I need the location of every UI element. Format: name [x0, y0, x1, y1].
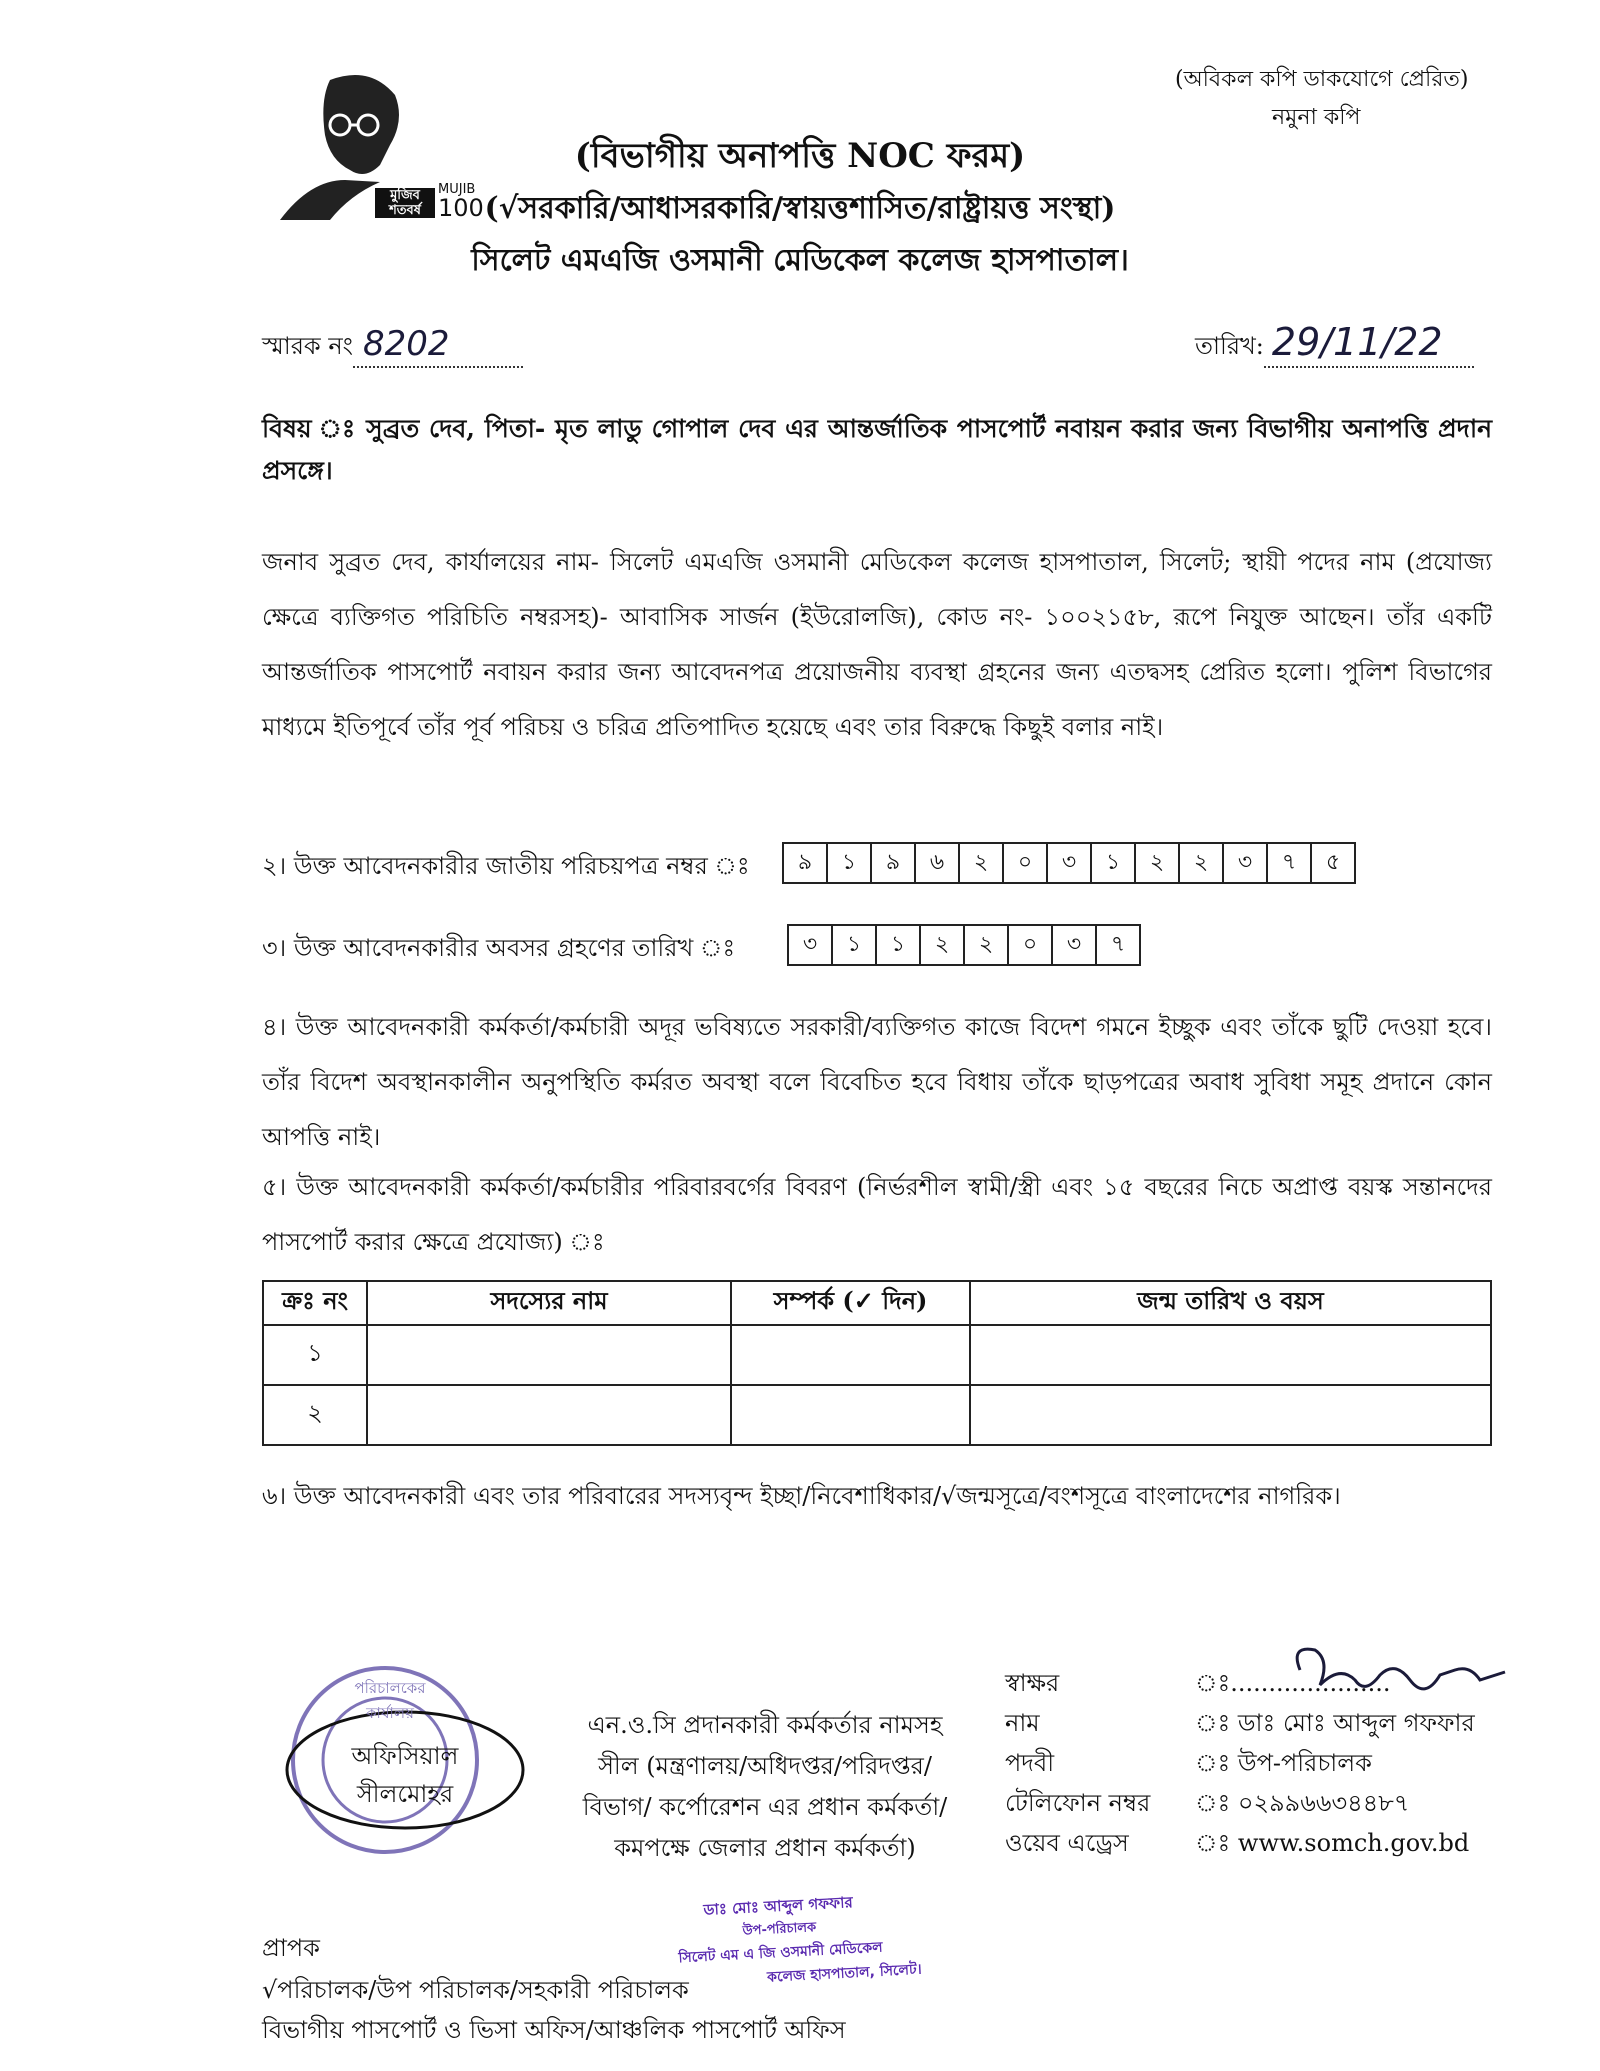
- table-cell: [970, 1325, 1491, 1385]
- digit-box: ৩: [1053, 926, 1097, 964]
- digit-box: ৫: [1325, 849, 1341, 875]
- table-cell: [367, 1325, 731, 1385]
- web-label: ওয়েব এড্রেস: [1005, 1829, 1129, 1857]
- official-seal: [270, 1655, 530, 1865]
- signature-label: স্বাক্ষর: [1005, 1669, 1060, 1697]
- family-table: [262, 1280, 1492, 1446]
- family-table-header: [263, 1281, 1491, 1325]
- form-title: (বিভাগীয় অনাপত্তি NOC ফরম): [574, 136, 1026, 176]
- item-nid-label: ২। উক্ত আবেদনকারীর জাতীয় পরিচয়পত্র নম্বর ঃ: [262, 852, 750, 880]
- digit-box: ০: [1004, 844, 1048, 882]
- phone-row: [1005, 1785, 1505, 1825]
- sample-note: নমুনা কপি: [1272, 105, 1361, 130]
- digit-box: ১: [833, 926, 877, 964]
- table-cell: [731, 1325, 970, 1385]
- institution-name: সিলেট এমএজি ওসমানী মেডিকেল কলেজ হাসপাতাল।: [471, 243, 1129, 278]
- seal-inner-text: অফিসিয়াল সীলমোহর: [351, 1742, 459, 1808]
- intro-paragraph: জনাব সুব্রত দেব, কার্যালয়ের নাম- সিলেট এমএজি ওসমানী মেডিকেল কলেজ হাসপাতাল, সিলেট; স্থায়ী পদের নাম (প্রযোজ্য ক্ষেত্রে ব্যক্তিগত পরিচিতি নম্বরসহ)- আবাসিক সার্জন (ইউরোলজি), কোড নং- ১০০২১৫৮, রূপে নিযুক্ত আছেন। তাঁর একটি আন্তর্জাতিক পাসপোর্ট নবায়ন করার জন্য আবেদনপত্র প্রয়োজনীয় ব্যবস্থা গ্রহনের জন্য এতদ্বসহ প্রেরিত হলো। পুলিশ বিভাগের মাধ্যমে ইতিপূর্বে তাঁর পূর্ব পরিচয় ও চরিত্র প্রতিপাদিত হয়েছে এবং তার বিরুদ্ধে কিছুই বলার নাই।: [262, 548, 1492, 741]
- web-value: ঃ www.somch.gov.bd: [1195, 1829, 1470, 1857]
- copy-note: (অবিকল কপি ডাকযোগে প্রেরিত): [1175, 67, 1469, 92]
- nid-digit-boxes: [782, 842, 1356, 884]
- col-serial: ক্রঃ নং: [263, 1281, 367, 1325]
- table-row: [263, 1385, 1491, 1445]
- col-relation: সম্পর্ক (✓ দিন): [731, 1281, 970, 1325]
- memo-label: স্মারক নং: [262, 332, 353, 360]
- recipient-label: প্রাপক: [262, 1934, 320, 1962]
- digit-box: ৭: [1110, 931, 1126, 957]
- digit-box: ১: [1092, 844, 1136, 882]
- designation-row: [1005, 1745, 1505, 1785]
- digit-box: ২: [960, 844, 1004, 882]
- table-cell: [970, 1385, 1491, 1445]
- date-label: তারিখ:: [1195, 332, 1264, 360]
- logo-text-bn: মুজিব শতবর্ষ: [389, 188, 421, 218]
- table-cell: ১: [263, 1325, 367, 1385]
- org-type-line: (√সরকারি/আধাসরকারি/স্বায়ত্তশাসিত/রাষ্ট্রায়ত্ত সংস্থা): [484, 191, 1116, 226]
- name-label: নাম: [1005, 1709, 1040, 1737]
- stamp-line-3: সিলেট এম এ জি ওসমানী মেডিকেল: [678, 1939, 883, 1967]
- phone-label: টেলিফোন নম্বর: [1005, 1789, 1151, 1817]
- signature-value: ঃ.....................: [1195, 1669, 1391, 1697]
- digit-box: ১: [877, 926, 921, 964]
- digit-box: ৯: [872, 844, 916, 882]
- logo-text-num: 100: [438, 194, 484, 222]
- digit-box: ৭: [1268, 844, 1312, 882]
- col-member-name: সদস্যের নাম: [367, 1281, 731, 1325]
- item-5-paragraph: ৫। উক্ত আবেদনকারী কর্মকর্তা/কর্মচারীর পরিবারবর্গের বিবরণ (নির্ভরশীল স্বামী/স্ত্রী এবং ১৫ বছরের নিচে অপ্রাপ্ত বয়স্ক সন্তানদের পাসপোর্ট করার ক্ষেত্রে প্রযোজ্য) ঃ: [262, 1173, 1492, 1256]
- web-row: [1005, 1825, 1505, 1865]
- digit-box: ০: [1009, 926, 1053, 964]
- designation-value: ঃ উপ-পরিচালক: [1195, 1749, 1372, 1777]
- date-row: [1195, 320, 1474, 368]
- digit-box: ৯: [784, 844, 828, 882]
- seal-ring-text: পরিচালকের কার্যালয়: [354, 1679, 426, 1722]
- table-row: [263, 1325, 1491, 1385]
- digit-box: ৩: [1224, 844, 1268, 882]
- digit-box: ৬: [916, 844, 960, 882]
- date-value: 29/11/22: [1271, 320, 1443, 364]
- stamp-line-2: উপ-পরিচালক: [742, 1920, 817, 1939]
- noc-officer-block: এন.ও.সি প্রদানকারী কর্মকর্তার নামসহ সীল (মন্ত্রণালয়/অধিদপ্তর/পরিদপ্তর/বিভাগ/ কর্পোরেশন এর প্রধান কর্মকর্তা/ কমপক্ষে জেলার প্রধান কর্মকর্তা): [582, 1711, 948, 1862]
- item-6-paragraph: ৬। উক্ত আবেদনকারী এবং তার পরিবারের সদস্যবৃন্দ ইচ্ছা/নিবেশাধিকার/√জন্মসূত্রে/বংশসূত্রে বাংলাদেশের নাগরিক।: [262, 1482, 1341, 1510]
- digit-box: ৩: [1048, 844, 1092, 882]
- memo-number: 8202: [363, 324, 450, 364]
- name-value: ঃ ডাঃ মোঃ আব্দুল গফফার: [1195, 1709, 1475, 1737]
- name-row: [1005, 1705, 1505, 1745]
- table-cell: [367, 1385, 731, 1445]
- item-4-paragraph: ৪। উক্ত আবেদনকারী কর্মকর্তা/কর্মচারী অদূর ভবিষ্যতে সরকারী/ব্যক্তিগত কাজে বিদেশ গমনে ইচ্ছুক এবং তাঁকে ছুটি দেওয়া হবে। তাঁর বিদেশ অবস্থানকালীন অনুপস্থিতি কর্মরত অবস্থা বলে বিবেচিত হবে বিধায় তাঁকে ছাড়পত্রের অবাধ সুবিধা সমূহ প্রদানে কোন আপত্তি নাই।: [262, 1013, 1492, 1151]
- stamp-line-1: ডাঃ মোঃ আব্দুল গফফার: [703, 1893, 854, 1919]
- digit-box: ২: [921, 926, 965, 964]
- digit-box: ২: [965, 926, 1009, 964]
- stamp-line-4: কলেজ হাসপাতাল, সিলেট।: [766, 1961, 923, 1986]
- phone-value: ঃ ০২৯৯৬৬৩৪৪৮৭: [1195, 1789, 1410, 1817]
- table-cell: ২: [263, 1385, 367, 1445]
- memo-row: [262, 324, 523, 368]
- handwritten-signature-icon: [1280, 1640, 1520, 1710]
- digit-box: ২: [1180, 844, 1224, 882]
- digit-box: ১: [828, 844, 872, 882]
- recipient-line-1: √পরিচালক/উপ পরিচালক/সহকারী পরিচালক: [262, 1976, 689, 2004]
- recipient-line-2: বিভাগীয় পাসপোর্ট ও ভিসা অফিস/আঞ্চলিক পাসপোর্ট অফিস: [262, 2016, 846, 2044]
- digit-box: ২: [1136, 844, 1180, 882]
- digit-box: ৩: [789, 926, 833, 964]
- retirement-digit-boxes: [787, 924, 1141, 966]
- designation-label: পদবী: [1005, 1749, 1055, 1777]
- subject: বিষয় ঃ সুব্রত দেব, পিতা- মৃত লাডু গোপাল দেব এর আন্তর্জাতিক পাসপোর্ট নবায়ন করার জন্য বিভাগীয় অনাপত্তি প্রদান প্রসঙ্গে।: [262, 414, 1492, 485]
- col-birth-date: জন্ম তারিখ ও বয়স: [970, 1281, 1491, 1325]
- table-cell: [731, 1385, 970, 1445]
- item-retirement-label: ৩। উক্ত আবেদনকারীর অবসর গ্রহণের তারিখ ঃ: [262, 934, 736, 962]
- logo-text-en: MUJIB: [438, 182, 476, 197]
